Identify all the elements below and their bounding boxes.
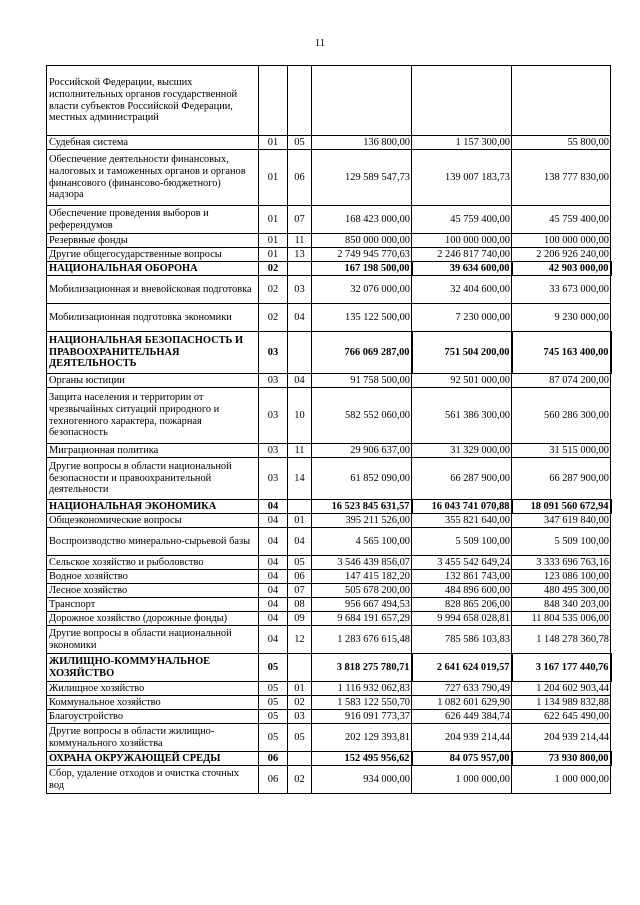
section-code: 05	[259, 696, 288, 710]
row-name: Сельское хозяйство и рыболовство	[47, 556, 259, 570]
amount-col-1: 395 211 526,00	[312, 514, 412, 528]
subsection-code: 11	[288, 444, 312, 458]
subsection-code: 03	[288, 710, 312, 724]
section-code: 05	[259, 724, 288, 752]
amount-col-1: 168 423 000,00	[312, 206, 412, 234]
section-code: 05	[259, 682, 288, 696]
row-name: Водное хозяйство	[47, 570, 259, 584]
subsection-code: 13	[288, 248, 312, 262]
amount-col-2: 626 449 384,74	[412, 710, 512, 724]
budget-table-body	[47, 66, 611, 794]
amount-col-2: 92 501 000,00	[412, 374, 512, 388]
row-name: Мобилизационная и вневойсковая подготовка	[47, 276, 259, 304]
amount-col-1: 135 122 500,00	[312, 304, 412, 332]
row-name: ЖИЛИЩНО-КОММУНАЛЬНОЕ ХОЗЯЙСТВО	[47, 654, 259, 682]
amount-col-1: 1 583 122 550,70	[312, 696, 412, 710]
amount-col-3: 1 204 602 903,44	[512, 682, 611, 696]
row-name: НАЦИОНАЛЬНАЯ ОБОРОНА	[47, 262, 259, 276]
amount-col-1: 1 116 932 062,83	[312, 682, 412, 696]
amount-col-1: 29 906 637,00	[312, 444, 412, 458]
amount-col-2: 2 641 624 019,57	[412, 654, 512, 682]
subsection-code: 04	[288, 374, 312, 388]
table-row	[47, 248, 611, 262]
amount-col-3: 33 673 000,00	[512, 276, 611, 304]
row-name: Защита населения и территории от чрезвычайных ситуаций природного и техногенного характера, пожарная безопасность	[47, 388, 259, 444]
amount-col-2: 561 386 300,00	[412, 388, 512, 444]
table-row	[47, 234, 611, 248]
row-name: Общеэкономические вопросы	[47, 514, 259, 528]
section-code: 03	[259, 374, 288, 388]
amount-col-2: 139 007 183,73	[412, 150, 512, 206]
section-code: 03	[259, 444, 288, 458]
amount-col-3: 204 939 214,44	[512, 724, 611, 752]
subsection-code: 05	[288, 724, 312, 752]
row-name: Обеспечение деятельности финансовых, налоговых и таможенных органов и органов финансового (финансово-бюджетного) надзора	[47, 150, 259, 206]
row-name: Другие вопросы в области жилищно-коммунального хозяйства	[47, 724, 259, 752]
section-code: 01	[259, 206, 288, 234]
amount-col-3: 9 230 000,00	[512, 304, 611, 332]
table-row	[47, 262, 611, 276]
section-code: 02	[259, 262, 288, 276]
row-name: Другие вопросы в области национальной экономики	[47, 626, 259, 654]
table-row	[47, 570, 611, 584]
amount-col-2: 828 865 206,00	[412, 598, 512, 612]
row-name: Органы юстиции	[47, 374, 259, 388]
amount-col-2: 132 861 743,00	[412, 570, 512, 584]
amount-col-2: 484 896 600,00	[412, 584, 512, 598]
subsection-code: 07	[288, 206, 312, 234]
table-row	[47, 612, 611, 626]
subsection-code: 01	[288, 682, 312, 696]
table-row	[47, 528, 611, 556]
amount-col-3: 42 903 000,00	[512, 262, 611, 276]
subsection-code: 08	[288, 598, 312, 612]
section-code: 04	[259, 556, 288, 570]
row-name: Другие общегосударственные вопросы	[47, 248, 259, 262]
amount-col-2: 66 287 900,00	[412, 458, 512, 500]
table-row	[47, 598, 611, 612]
amount-col-2: 31 329 000,00	[412, 444, 512, 458]
section-code: 04	[259, 584, 288, 598]
row-name: Дорожное хозяйство (дорожные фонды)	[47, 612, 259, 626]
amount-col-1: 582 552 060,00	[312, 388, 412, 444]
subsection-code: 04	[288, 304, 312, 332]
table-row	[47, 388, 611, 444]
subsection-code: 14	[288, 458, 312, 500]
table-row	[47, 66, 611, 136]
amount-col-1: 4 565 100,00	[312, 528, 412, 556]
amount-col-2: 84 075 957,00	[412, 752, 512, 766]
amount-col-1: 956 667 494,53	[312, 598, 412, 612]
amount-col-3: 45 759 400,00	[512, 206, 611, 234]
amount-col-2: 9 994 658 028,81	[412, 612, 512, 626]
section-code: 04	[259, 514, 288, 528]
table-row	[47, 444, 611, 458]
amount-col-1: 152 495 956,62	[312, 752, 412, 766]
row-name: Лесное хозяйство	[47, 584, 259, 598]
table-row	[47, 724, 611, 752]
row-name: Другие вопросы в области национальной безопасности и правоохранительной деятельности	[47, 458, 259, 500]
amount-col-3	[512, 66, 611, 136]
table-row	[47, 150, 611, 206]
subsection-code	[288, 752, 312, 766]
amount-col-2: 16 043 741 070,88	[412, 500, 512, 514]
amount-col-3: 100 000 000,00	[512, 234, 611, 248]
section-code: 06	[259, 752, 288, 766]
subsection-code: 10	[288, 388, 312, 444]
subsection-code	[288, 500, 312, 514]
amount-col-1: 61 852 090,00	[312, 458, 412, 500]
amount-col-1: 766 069 287,00	[312, 332, 412, 374]
row-name: Судебная система	[47, 136, 259, 150]
amount-col-1: 1 283 676 615,48	[312, 626, 412, 654]
amount-col-3: 2 206 926 240,00	[512, 248, 611, 262]
amount-col-2: 7 230 000,00	[412, 304, 512, 332]
amount-col-3: 3 333 696 763,16	[512, 556, 611, 570]
row-name: Мобилизационная подготовка экономики	[47, 304, 259, 332]
amount-col-3: 848 340 203,00	[512, 598, 611, 612]
amount-col-2: 1 082 601 629,90	[412, 696, 512, 710]
amount-col-2: 1 157 300,00	[412, 136, 512, 150]
amount-col-2: 100 000 000,00	[412, 234, 512, 248]
subsection-code: 12	[288, 626, 312, 654]
subsection-code	[288, 332, 312, 374]
table-row	[47, 374, 611, 388]
row-name: Резервные фонды	[47, 234, 259, 248]
subsection-code	[288, 66, 312, 136]
subsection-code: 07	[288, 584, 312, 598]
row-name: Сбор, удаление отходов и очистка сточных вод	[47, 766, 259, 794]
amount-col-1: 3 546 439 856,07	[312, 556, 412, 570]
amount-col-1: 916 091 773,37	[312, 710, 412, 724]
row-name: Благоустройство	[47, 710, 259, 724]
amount-col-3: 73 930 800,00	[512, 752, 611, 766]
subsection-code: 03	[288, 276, 312, 304]
section-code: 04	[259, 598, 288, 612]
section-code: 03	[259, 458, 288, 500]
section-code: 01	[259, 234, 288, 248]
amount-col-3: 1 148 278 360,78	[512, 626, 611, 654]
amount-col-2: 5 509 100,00	[412, 528, 512, 556]
row-name: Воспроизводство минерально-сырьевой базы	[47, 528, 259, 556]
table-row	[47, 556, 611, 570]
section-code: 01	[259, 150, 288, 206]
row-name: Транспорт	[47, 598, 259, 612]
amount-col-2: 751 504 200,00	[412, 332, 512, 374]
subsection-code: 05	[288, 136, 312, 150]
subsection-code: 05	[288, 556, 312, 570]
section-code: 01	[259, 248, 288, 262]
table-row	[47, 206, 611, 234]
section-code: 05	[259, 710, 288, 724]
table-row	[47, 500, 611, 514]
table-row	[47, 276, 611, 304]
amount-col-2: 3 455 542 649,24	[412, 556, 512, 570]
section-code: 04	[259, 500, 288, 514]
budget-table	[46, 65, 612, 794]
row-name: НАЦИОНАЛЬНАЯ ЭКОНОМИКА	[47, 500, 259, 514]
subsection-code	[288, 654, 312, 682]
section-code: 04	[259, 626, 288, 654]
amount-col-2: 45 759 400,00	[412, 206, 512, 234]
table-row	[47, 766, 611, 794]
row-name: Миграционная политика	[47, 444, 259, 458]
section-code: 05	[259, 654, 288, 682]
section-code: 04	[259, 612, 288, 626]
row-name: Обеспечение проведения выборов и референдумов	[47, 206, 259, 234]
amount-col-2: 355 821 640,00	[412, 514, 512, 528]
table-row	[47, 458, 611, 500]
amount-col-1: 167 198 500,00	[312, 262, 412, 276]
amount-col-1: 202 129 393,81	[312, 724, 412, 752]
amount-col-3: 622 645 490,00	[512, 710, 611, 724]
subsection-code: 06	[288, 570, 312, 584]
amount-col-3: 560 286 300,00	[512, 388, 611, 444]
amount-col-3: 31 515 000,00	[512, 444, 611, 458]
amount-col-1: 147 415 182,20	[312, 570, 412, 584]
amount-col-1	[312, 66, 412, 136]
section-code	[259, 66, 288, 136]
amount-col-3: 3 167 177 440,76	[512, 654, 611, 682]
amount-col-2: 32 404 600,00	[412, 276, 512, 304]
table-row	[47, 514, 611, 528]
section-code: 03	[259, 332, 288, 374]
subsection-code: 09	[288, 612, 312, 626]
subsection-code: 01	[288, 514, 312, 528]
row-name: НАЦИОНАЛЬНАЯ БЕЗОПАСНОСТЬ И ПРАВООХРАНИТЕЛЬНАЯ ДЕЯТЕЛЬНОСТЬ	[47, 332, 259, 374]
amount-col-1: 505 678 200,00	[312, 584, 412, 598]
amount-col-1: 934 000,00	[312, 766, 412, 794]
subsection-code	[288, 262, 312, 276]
amount-col-3: 66 287 900,00	[512, 458, 611, 500]
row-name: Российской Федерации, высших исполнительных органов государственной власти субъектов Российской Федерации, местных администраций	[47, 66, 259, 136]
subsection-code: 02	[288, 766, 312, 794]
section-code: 01	[259, 136, 288, 150]
row-name: ОХРАНА ОКРУЖАЮЩЕЙ СРЕДЫ	[47, 752, 259, 766]
amount-col-3: 18 091 560 672,94	[512, 500, 611, 514]
amount-col-1: 9 684 191 657,29	[312, 612, 412, 626]
amount-col-3: 347 619 840,00	[512, 514, 611, 528]
amount-col-1: 2 749 945 770,63	[312, 248, 412, 262]
amount-col-1: 32 076 000,00	[312, 276, 412, 304]
subsection-code: 11	[288, 234, 312, 248]
section-code: 04	[259, 570, 288, 584]
subsection-code: 04	[288, 528, 312, 556]
section-code: 03	[259, 388, 288, 444]
amount-col-1: 91 758 500,00	[312, 374, 412, 388]
table-row	[47, 710, 611, 724]
amount-col-3: 11 804 535 006,00	[512, 612, 611, 626]
amount-col-3: 87 074 200,00	[512, 374, 611, 388]
amount-col-3: 123 086 100,00	[512, 570, 611, 584]
amount-col-3: 480 495 300,00	[512, 584, 611, 598]
amount-col-1: 850 000 000,00	[312, 234, 412, 248]
subsection-code: 06	[288, 150, 312, 206]
amount-col-2: 785 586 103,83	[412, 626, 512, 654]
amount-col-2	[412, 66, 512, 136]
row-name: Коммунальное хозяйство	[47, 696, 259, 710]
amount-col-2: 727 633 790,49	[412, 682, 512, 696]
section-code: 04	[259, 528, 288, 556]
amount-col-3: 745 163 400,00	[512, 332, 611, 374]
amount-col-3: 5 509 100,00	[512, 528, 611, 556]
amount-col-2: 1 000 000,00	[412, 766, 512, 794]
amount-col-2: 2 246 817 740,00	[412, 248, 512, 262]
section-code: 02	[259, 276, 288, 304]
table-row	[47, 626, 611, 654]
subsection-code: 02	[288, 696, 312, 710]
amount-col-3: 138 777 830,00	[512, 150, 611, 206]
amount-col-1: 3 818 275 780,71	[312, 654, 412, 682]
amount-col-2: 39 634 600,00	[412, 262, 512, 276]
row-name: Жилищное хозяйство	[47, 682, 259, 696]
table-row	[47, 304, 611, 332]
page-number: 11	[314, 37, 326, 49]
amount-col-1: 16 523 845 631,57	[312, 500, 412, 514]
amount-col-1: 129 589 547,73	[312, 150, 412, 206]
amount-col-3: 55 800,00	[512, 136, 611, 150]
amount-col-2: 204 939 214,44	[412, 724, 512, 752]
amount-col-3: 1 000 000,00	[512, 766, 611, 794]
table-row	[47, 752, 611, 766]
section-code: 02	[259, 304, 288, 332]
table-row	[47, 584, 611, 598]
table-row	[47, 696, 611, 710]
section-code: 06	[259, 766, 288, 794]
table-row	[47, 682, 611, 696]
table-row	[47, 332, 611, 374]
amount-col-1: 136 800,00	[312, 136, 412, 150]
table-row	[47, 654, 611, 682]
amount-col-3: 1 134 989 832,88	[512, 696, 611, 710]
table-row	[47, 136, 611, 150]
